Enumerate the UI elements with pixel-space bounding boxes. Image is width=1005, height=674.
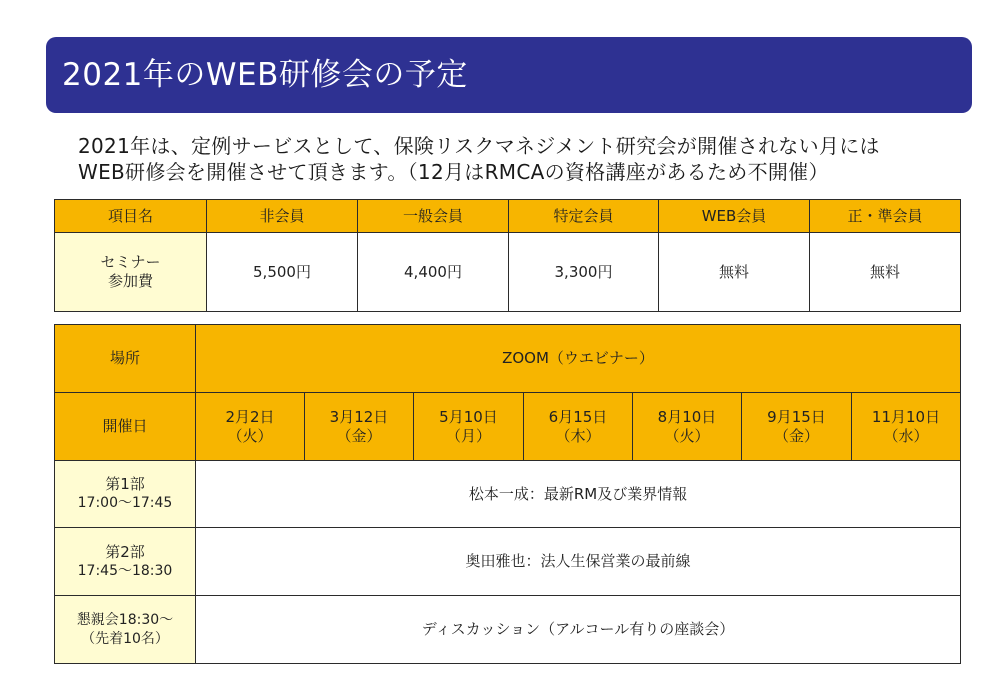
date-day: （火） [664, 426, 710, 445]
date-cell [742, 393, 852, 461]
session-label-cell [55, 461, 196, 528]
fee-header-nonmember: 非会員 [207, 200, 358, 233]
date-day: （火） [227, 426, 273, 445]
session-label-cell [55, 528, 196, 596]
fee-row-label [55, 233, 207, 312]
date-day: （金） [773, 426, 819, 445]
schedule-table [54, 324, 961, 664]
fee-row [55, 233, 961, 312]
session-label: 第2部 [105, 542, 145, 561]
fee-table [54, 199, 961, 312]
session-row [55, 461, 961, 528]
fee-row-label-line1: セミナー [100, 253, 161, 271]
session-time: 17:00～17:45 [77, 495, 173, 511]
date-cell [524, 393, 633, 461]
fee-regular: 無料 [810, 233, 961, 312]
dates-label: 開催日 [55, 393, 196, 461]
date-cell [633, 393, 742, 461]
session-row [55, 528, 961, 596]
fee-header-row [55, 200, 961, 233]
date-cell [414, 393, 524, 461]
fee-header-general: 一般会員 [358, 200, 509, 233]
fee-header-item: 項目名 [55, 200, 207, 233]
date-text: 9月15日 [767, 407, 826, 426]
fee-nonmember: 5,500円 [207, 233, 358, 312]
intro-line-1: 2021年は、定例サービスとして、保険リスクマネジメント研究会が開催されない月には [78, 134, 880, 158]
place-value: ZOOM（ウエビナー） [196, 325, 961, 393]
dates-row [55, 393, 961, 461]
date-day: （金） [336, 426, 382, 445]
page-title: 2021年のWEB研修会の予定 [62, 57, 468, 93]
session-time: （先着10名） [81, 630, 169, 647]
session-row [55, 596, 961, 664]
session-label: 懇親会18:30～ [76, 611, 174, 628]
date-day: （木） [555, 426, 601, 445]
session-content: 奥田雅也：法人生保営業の最前線 [196, 528, 961, 596]
date-text: 8月10日 [657, 407, 717, 426]
date-text: 2月2日 [225, 407, 275, 426]
date-text: 11月10日 [871, 407, 941, 426]
date-text: 6月15日 [548, 407, 608, 426]
fee-row-label-line2: 参加費 [107, 272, 153, 290]
fee-specific: 3,300円 [509, 233, 659, 312]
intro-line-2: WEB研修会を開催させて頂きます。（12月はRMCAの資格講座があるため不開催） [78, 160, 829, 184]
date-text: 5月10日 [439, 407, 498, 426]
session-label-cell [55, 596, 196, 664]
place-label: 場所 [55, 325, 196, 393]
session-content: ディスカッション（アルコール有りの座談会） [196, 596, 961, 664]
intro-text [78, 133, 978, 185]
session-label: 第1部 [105, 475, 145, 493]
place-row [55, 325, 961, 393]
date-text: 3月12日 [329, 407, 389, 426]
fee-header-regular: 正・準会員 [810, 200, 961, 233]
fee-web: 無料 [659, 233, 810, 312]
session-content: 松本一成：最新RM及び業界情報 [196, 461, 961, 528]
date-cell [305, 393, 414, 461]
fee-header-web: WEB会員 [659, 200, 810, 233]
session-time: 17:45～18:30 [77, 562, 173, 579]
fee-general: 4,400円 [358, 233, 509, 312]
title-banner [46, 37, 972, 113]
fee-header-specific: 特定会員 [509, 200, 659, 233]
date-cell [852, 393, 961, 461]
date-day: （月） [445, 426, 491, 445]
date-day: （水） [883, 426, 929, 445]
date-cell [196, 393, 305, 461]
